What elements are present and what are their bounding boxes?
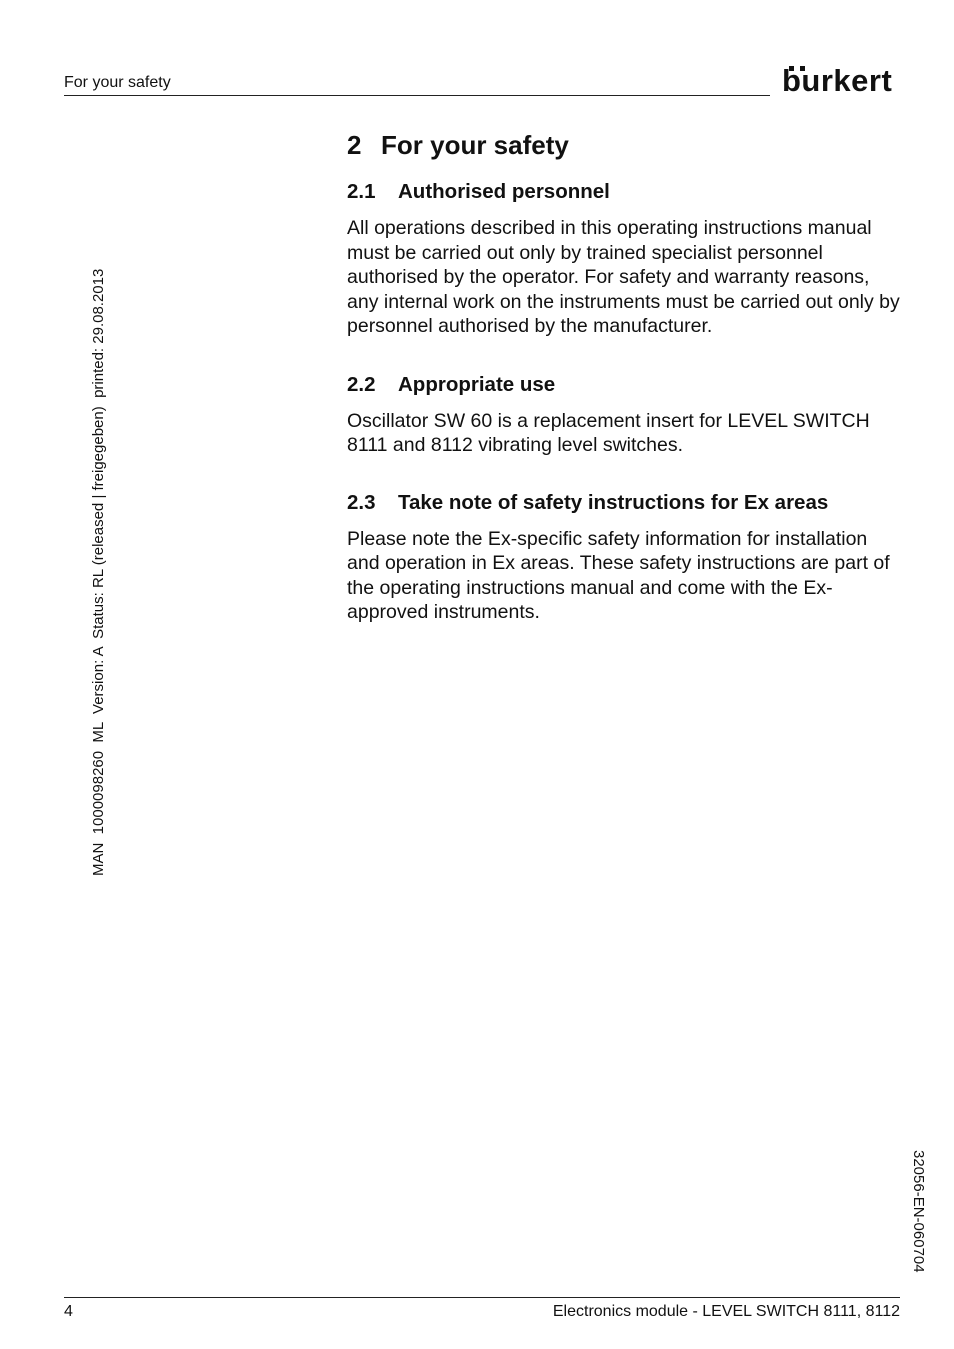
chapter-title: For your safety (381, 130, 569, 160)
document-status-info: MAN 1000098260 ML Version: A Status: RL (released | freigegeben) printed: 29.08.2013 (90, 268, 107, 876)
burkert-logo (782, 64, 900, 98)
main-content (347, 128, 903, 625)
footer-divider (64, 1297, 900, 1298)
page-number: 4 (64, 1303, 73, 1320)
section-heading (347, 489, 903, 517)
section-number: 2.3 (347, 490, 376, 514)
section-number: 2.1 (347, 180, 376, 203)
footer-document-title: Electronics module - LEVEL SWITCH 8111, 8112 (552, 1303, 900, 1320)
chapter-heading (347, 128, 903, 162)
section-heading (347, 371, 903, 399)
section-body: All operations described in this operating instructions manual must be carried out only by trained specialist personnel authorised by the operator. For safety and warranty reasons, any internal work on the instruments must be carried out only by personnel authorised by the manufacturer. (347, 217, 900, 337)
section-title: Appropriate use (398, 372, 556, 396)
section-number: 2.2 (347, 372, 376, 396)
header-divider (64, 95, 770, 96)
section-title: Authorised personnel (398, 180, 610, 203)
section-body: Please note the Ex-specific safety information for installation and operation in Ex areas. These safety instructions are part of the operating instructions manual and come with the Ex-approved instruments. (347, 527, 890, 623)
section-title: Take note of safety instructions for Ex areas (398, 490, 829, 514)
chapter-number: 2 (347, 130, 362, 160)
section-body: Oscillator SW 60 is a replacement insert for LEVEL SWITCH 8111 and 8112 vibrating level switches. (347, 409, 870, 456)
logo-wordmark: burkert (782, 63, 893, 98)
section-heading (347, 178, 903, 206)
document-code: 32056-EN-060704 (910, 1150, 927, 1273)
running-header: For your safety (64, 74, 171, 91)
